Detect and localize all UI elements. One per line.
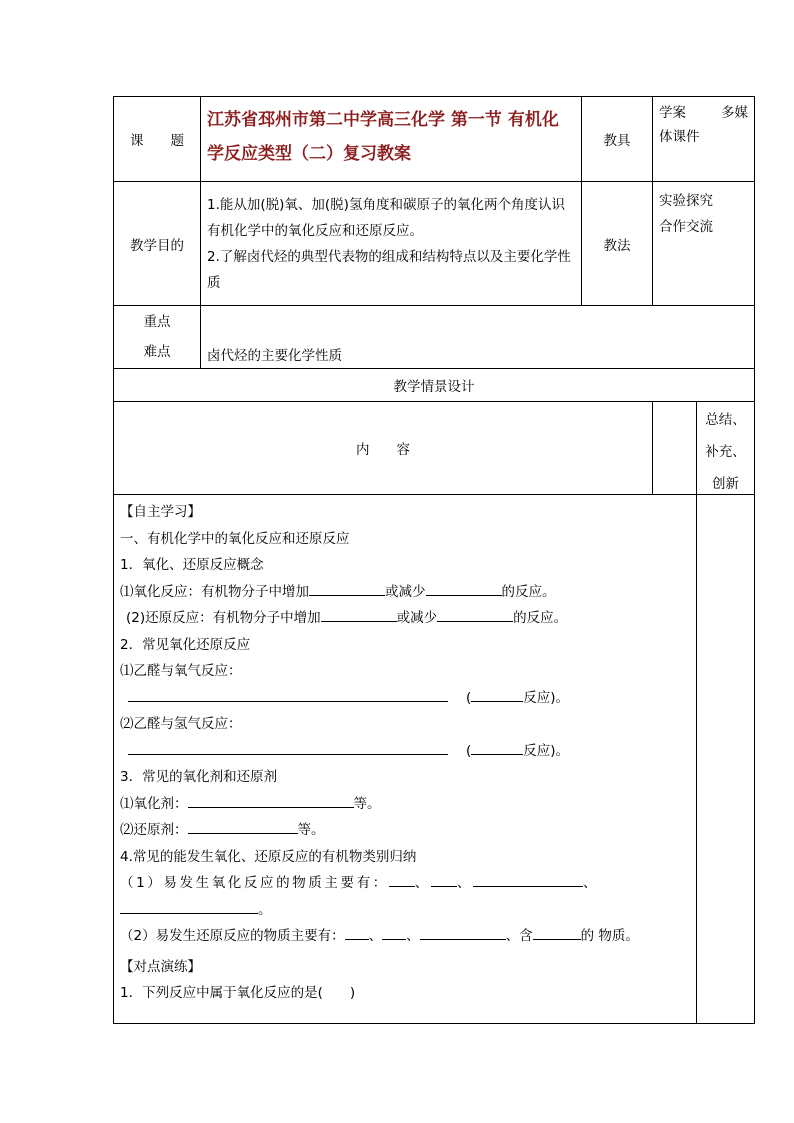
blank[interactable] <box>321 605 397 622</box>
lesson-plan-table <box>113 96 755 1024</box>
subsection-1: 1．氧化、还原反应概念 <box>120 557 264 573</box>
blank[interactable] <box>309 579 385 596</box>
line-oxidizable-cont: 。 <box>120 897 690 924</box>
goals-cell <box>201 182 582 306</box>
tools-value-3: 体课件 <box>659 129 700 145</box>
line-oxidation-def: ⑴氧化反应：有机物分子中增加 或减少 的反应。 <box>120 579 690 606</box>
method-cell <box>653 182 755 306</box>
line-acetaldehyde-hydrogen: ⑵乙醛与氢气反应： <box>120 716 242 732</box>
blank[interactable] <box>426 579 502 596</box>
blank[interactable] <box>128 685 448 702</box>
blank[interactable] <box>382 923 406 940</box>
line-oxidants: ⑴氧化剂： 等。 <box>120 791 690 818</box>
blank[interactable] <box>188 791 354 808</box>
side-label-3: 创新 <box>712 476 739 492</box>
tools-value-cell <box>653 97 755 182</box>
blank[interactable] <box>533 923 581 940</box>
tools-value-2: 多媒 <box>721 105 748 121</box>
self-study-heading: 【自主学习】 <box>120 504 201 520</box>
side-cell <box>653 402 755 495</box>
lesson-title: 江苏省邳州市第二中学高三化学 第一节 有机化学反应类型（二）复习教案 <box>201 97 582 182</box>
line-oxidizable: （1）易发生氧化反应的物质主要有： 、 、 、 <box>120 870 690 897</box>
goal-item-2: 2.了解卤代烃的典型代表物的组成和结构特点以及主要化学性质 <box>207 248 571 291</box>
blank[interactable] <box>120 897 258 914</box>
line-answer-1: ( 反应)。 <box>120 685 690 712</box>
method-2: 合作交流 <box>659 219 713 235</box>
blank[interactable] <box>389 870 415 887</box>
content-label: 内 容 <box>114 402 653 495</box>
line-reducible: （2）易发生还原反应的物质主要有： 、 、 、含 的 物质。 <box>120 923 690 950</box>
line-reductants: ⑵还原剂： 等。 <box>120 817 690 844</box>
focus-label-1: 重点 <box>143 314 171 330</box>
goals-label: 教学目的 <box>114 182 201 306</box>
subsection-2: 2．常见氧化还原反应 <box>120 636 251 653</box>
side-notes-column <box>696 495 754 1023</box>
drill-heading: 【对点演练】 <box>120 958 201 975</box>
design-heading: 教学情景设计 <box>114 369 755 402</box>
goal-item-1: 1.能从加(脱)氧、加(脱)氢角度和碳原子的氧化两个角度认识有机化学中的氧化反应和还原反应。 <box>207 196 565 239</box>
line-answer-2: ( 反应)。 <box>120 738 690 765</box>
section-1-title: 一、有机化学中的氧化反应和还原反应 <box>120 530 350 547</box>
tools-value-1: 学案 <box>659 105 686 121</box>
blank[interactable] <box>345 923 369 940</box>
focus-value: 卤代烃的主要化学性质 <box>201 306 755 369</box>
blank[interactable] <box>128 738 448 755</box>
focus-label-2: 难点 <box>143 344 171 360</box>
line-acetaldehyde-oxygen: ⑴乙醛与氧气反应： <box>120 663 242 679</box>
side-label-1: 总结、 <box>705 412 746 428</box>
question-1: 1．下列反应中属于氧化反应的是( ) <box>120 985 356 1001</box>
blank[interactable] <box>471 685 523 702</box>
subsection-3: 3．常见的氧化剂和还原剂 <box>120 769 278 785</box>
blank[interactable] <box>473 870 583 887</box>
focus-label-cell <box>114 306 201 369</box>
course-label: 课 题 <box>130 133 184 149</box>
line-reduction-def: (2)还原反应：有机物分子中增加 或减少 的反应。 <box>120 605 690 632</box>
blank[interactable] <box>420 923 506 940</box>
blank[interactable] <box>437 605 513 622</box>
content-row <box>114 495 755 1024</box>
method-label: 教法 <box>582 182 653 306</box>
side-label-2: 补充、 <box>705 444 746 460</box>
blank[interactable] <box>431 870 457 887</box>
course-label-cell <box>114 97 201 182</box>
blank[interactable] <box>188 817 298 834</box>
content-body <box>114 495 696 1023</box>
method-1: 实验探究 <box>659 193 713 209</box>
tools-label: 教具 <box>582 97 653 182</box>
blank[interactable] <box>471 738 523 755</box>
subsection-4: 4.常见的能发生氧化、还原反应的有机物类别归纳 <box>120 848 417 865</box>
